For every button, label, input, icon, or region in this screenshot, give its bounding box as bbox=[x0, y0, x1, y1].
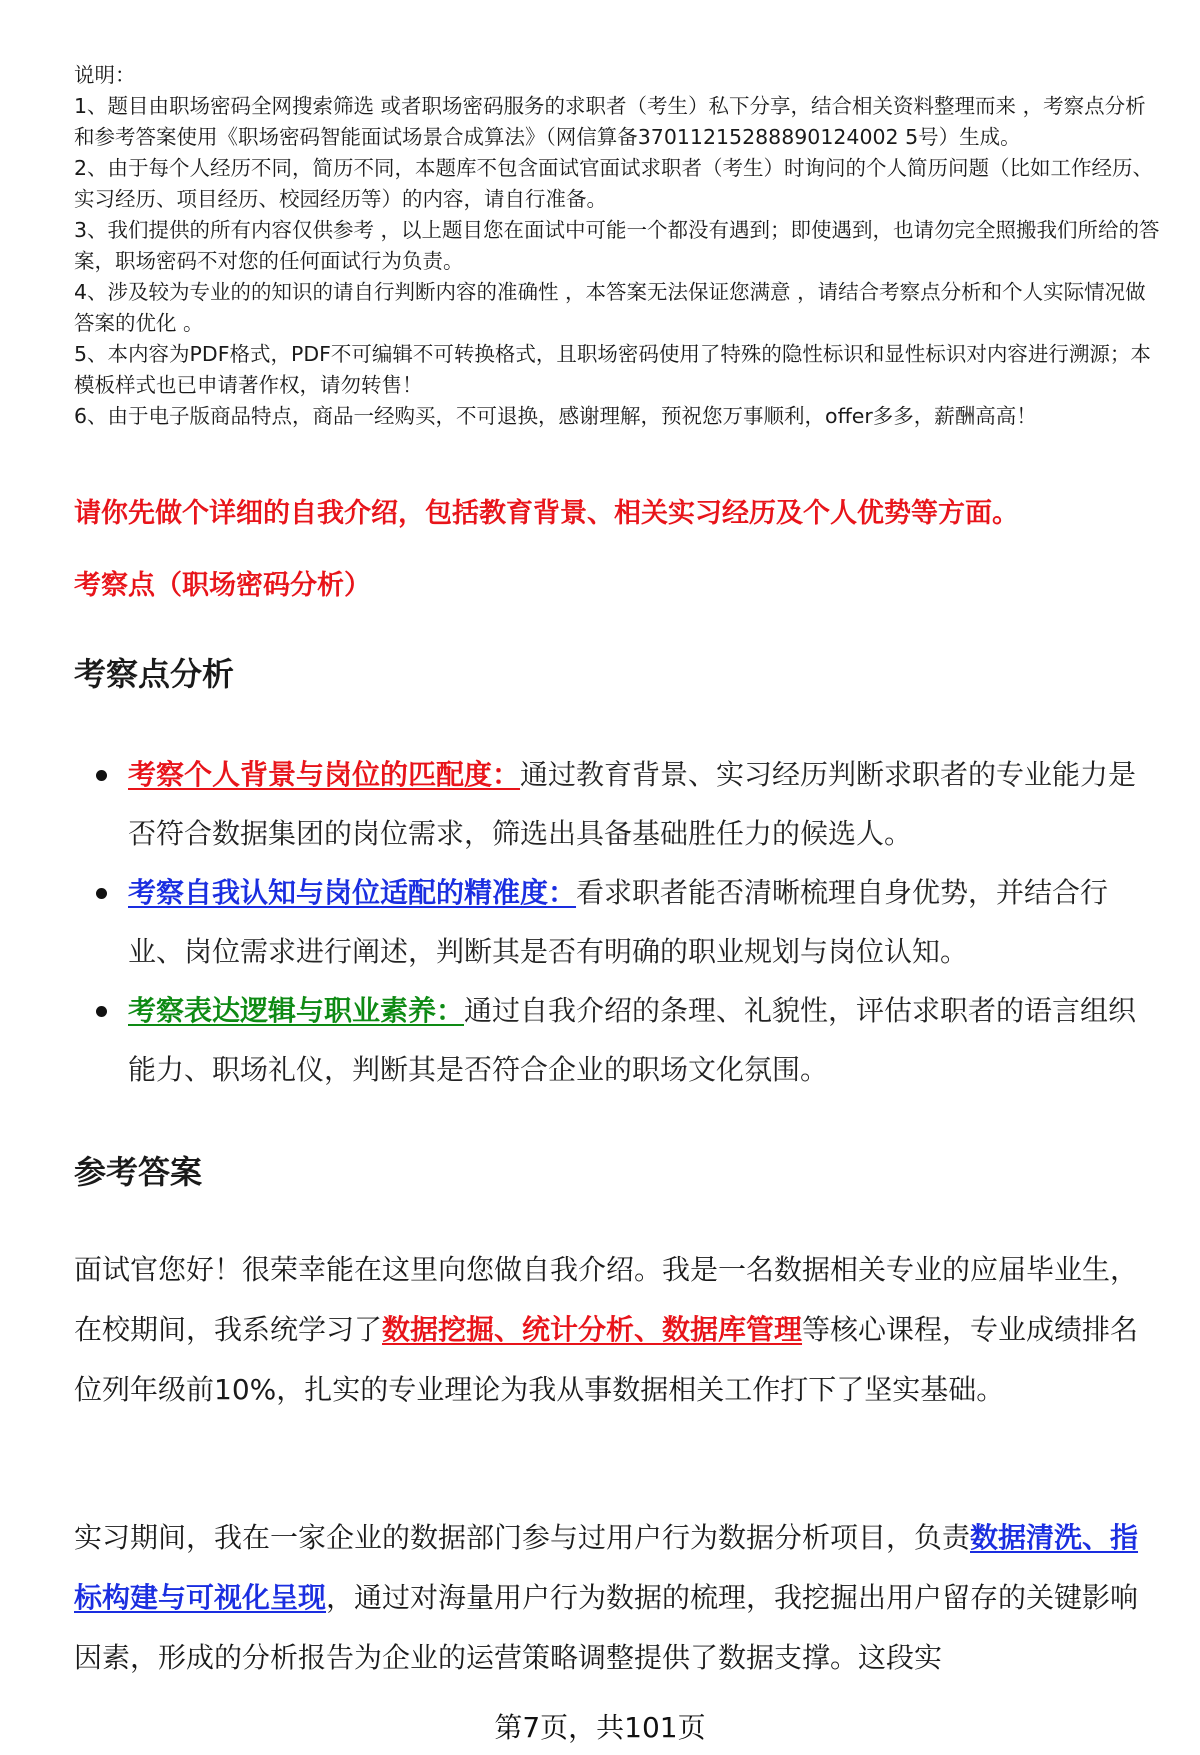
bullet-dot-icon bbox=[96, 1006, 107, 1017]
answer-text: ，通过对海量用户行为数据的梳理，我挖掘出用户留存的关键影响因素，形成的分析报告为企业的运营策略调整提供了数据支撑。这段实 bbox=[74, 1581, 1139, 1674]
answer-paragraph-2 bbox=[74, 1508, 1154, 1688]
bullet-lead: 考察表达逻辑与职业素养： bbox=[128, 994, 465, 1027]
note-item-5: 5、本内容为PDF格式，PDF不可编辑不可转换格式，且职场密码使用了特殊的隐性标识和显性标识对内容进行溯源；本模板样式也已申请著作权，请勿转售！ bbox=[74, 342, 1151, 397]
note-item-4: 4、涉及较为专业的的知识的请自行判断内容的准确性 ，本答案无法保证您满意 ，请结合考察点分析和个人实际情况做答案的优化 。 bbox=[74, 280, 1146, 335]
note-item-2: 2、由于每个人经历不同，简历不同，本题库不包含面试官面试求职者（考生）时询问的个人简历问题（比如工作经历、实习经历、项目经历、校园经历等）的内容，请自行准备。 bbox=[74, 156, 1154, 211]
list-item bbox=[96, 745, 1146, 863]
analysis-heading: 考察点分析 bbox=[74, 655, 235, 693]
note-item-6: 6、由于电子版商品特点，商品一经购买，不可退换，感谢理解，预祝您万事顺利，offer多多，薪酬高高！ bbox=[74, 404, 1037, 428]
analysis-list bbox=[96, 745, 1146, 1099]
interview-question: 请你先做个详细的自我介绍，包括教育背景、相关实习经历及个人优势等方面。 bbox=[74, 498, 1019, 529]
answer-text: 等核心课程，专业成绩排名位列年级前10%，扎实的专业理论为我从事数据相关工作打下了坚实基础。 bbox=[74, 1313, 1139, 1406]
bullet-dot-icon bbox=[96, 888, 107, 899]
answer-paragraph-1 bbox=[74, 1240, 1154, 1420]
list-item bbox=[96, 981, 1146, 1099]
answer-text: 面试官您好！很荣幸能在这里向您做自我介绍。我是一名数据相关专业的应届毕业生，在校期间，我系统学习了 bbox=[74, 1253, 1139, 1346]
answer-highlight: 数据清洗、指标构建与可视化呈现 bbox=[74, 1521, 1139, 1614]
answer-heading: 参考答案 bbox=[74, 1153, 203, 1191]
bullet-dot-icon bbox=[96, 770, 107, 781]
page-number: 第7页，共101页 bbox=[494, 1711, 706, 1744]
bullet-lead: 考察自我认知与岗位适配的精准度： bbox=[128, 876, 577, 909]
bullet-text: 看求职者能否清晰梳理自身优势，并结合行业、岗位需求进行阐述，判断其是否有明确的职业规划与岗位认知。 bbox=[128, 876, 1109, 968]
bullet-text: 通过自我介绍的条理、礼貌性，评估求职者的语言组织能力、职场礼仪，判断其是否符合企业的职场文化氛围。 bbox=[128, 994, 1137, 1086]
note-item-3: 3、我们提供的所有内容仅供参考 ，以上题目您在面试中可能一个都没有遇到；即使遇到，也请勿完全照搬我们所给的答案，职场密码不对您的任何面试行为负责。 bbox=[74, 218, 1160, 273]
note-item-1: 1、题目由职场密码全网搜索筛选 或者职场密码服务的求职者（考生）私下分享，结合相关资料整理而来 ，考察点分析和参考答案使用《职场密码智能面试场景合成算法》（网信算备37011215288890124002 5号）生成。 bbox=[74, 94, 1146, 149]
bullet-text: 通过教育背景、实习经历判断求职者的专业能力是否符合数据集团的岗位需求，筛选出具备基础胜任力的候选人。 bbox=[128, 758, 1137, 850]
bullet-lead: 考察个人背景与岗位的匹配度： bbox=[128, 758, 521, 791]
notes-section bbox=[74, 60, 1164, 432]
answer-highlight: 数据挖掘、统计分析、数据库管理 bbox=[382, 1313, 803, 1346]
list-item bbox=[96, 863, 1146, 981]
notes-title: 说明： bbox=[74, 63, 136, 87]
assessment-point-title: 考察点（职场密码分析） bbox=[74, 570, 371, 601]
answer-text: 实习期间，我在一家企业的数据部门参与过用户行为数据分析项目，负责 bbox=[74, 1521, 971, 1554]
